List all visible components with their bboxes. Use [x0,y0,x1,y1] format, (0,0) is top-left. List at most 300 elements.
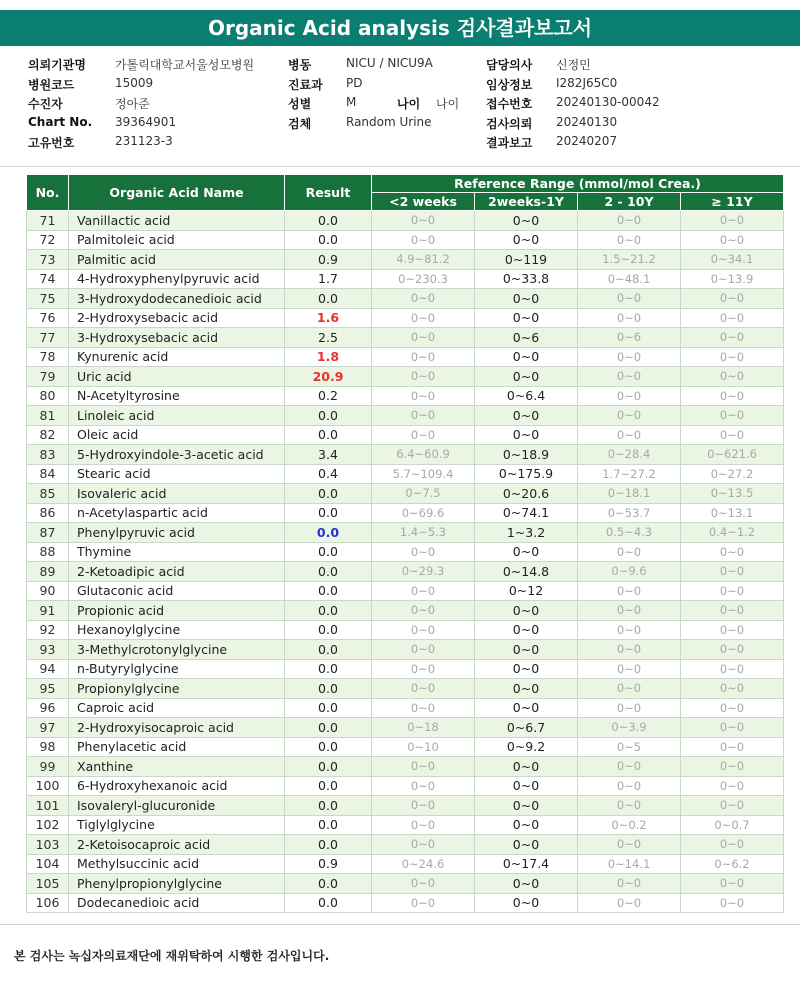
receipt-no-label: 접수번호 [486,97,533,111]
acid-name: n-Acetylaspartic acid [69,503,285,523]
result-value: 0.0 [285,815,372,835]
range-under-2-weeks: 0~0 [372,328,475,348]
range-2-10y: 0~53.7 [578,503,681,523]
table-row [27,698,784,718]
clinical-info-label: 임상정보 [486,77,533,92]
range-2-10y: 0~48.1 [578,269,681,289]
range-2-10y: 0~6 [578,328,681,348]
acid-name: 5-Hydroxyindole-3-acetic acid [69,445,285,465]
range-under-2-weeks: 0~0 [372,542,475,562]
result-value: 0.0 [285,562,372,582]
range-11y-plus: 0~0 [681,328,784,348]
range-2-10y: 0~0 [578,893,681,913]
table-row [27,230,784,250]
range-11y-plus: 0~6.2 [681,854,784,874]
header-range-2weeks-1y: 2weeks-1Y [475,193,578,211]
range-2weeks-1y: 0~0 [475,289,578,309]
range-2-10y: 0~0 [578,796,681,816]
row-number: 82 [27,425,69,445]
range-2weeks-1y: 0~6.7 [475,718,578,738]
range-11y-plus: 0~0 [681,776,784,796]
row-number: 96 [27,698,69,718]
range-2-10y: 0~0 [578,835,681,855]
result-value: 0.0 [285,542,372,562]
range-2-10y: 0~0 [578,542,681,562]
results-body [27,211,784,913]
range-11y-plus: 0~0 [681,835,784,855]
range-2-10y: 0~0 [578,230,681,250]
institution-value: 가톨릭대학교서울성모병원 [115,58,255,72]
table-row [27,562,784,582]
row-number: 94 [27,659,69,679]
table-row [27,464,784,484]
table-row [27,484,784,504]
result-value: 0.0 [285,211,372,231]
hospital-code-value: 15009 [115,75,154,90]
range-under-2-weeks: 0~69.6 [372,503,475,523]
acid-name: Phenylacetic acid [69,737,285,757]
acid-name: 2-Ketoisocaproic acid [69,835,285,855]
acid-name: 4-Hydroxyphenylpyruvic acid [69,269,285,289]
range-11y-plus: 0~34.1 [681,250,784,270]
report-date-value: 20240207 [556,134,618,148]
result-value: 0.0 [285,835,372,855]
result-value: 1.8 [285,347,372,367]
range-under-2-weeks: 0~0 [372,835,475,855]
range-2-10y: 0~0 [578,601,681,621]
range-under-2-weeks: 0~29.3 [372,562,475,582]
row-number: 79 [27,367,69,387]
table-row [27,620,784,640]
acid-name: 2-Hydroxyisocaproic acid [69,718,285,738]
range-11y-plus: 0~0 [681,406,784,426]
range-2weeks-1y: 0~175.9 [475,464,578,484]
footer-note: 본 검사는 녹십자의료재단에 재위탁하여 시행한 검사입니다. [14,949,330,963]
range-2-10y: 0~0 [578,308,681,328]
range-2-10y: 0~0 [578,386,681,406]
header-reference-range: Reference Range (mmol/mol Crea.) [372,175,784,193]
acid-name: Methylsuccinic acid [69,854,285,874]
header-name: Organic Acid Name [69,175,285,211]
range-2weeks-1y: 0~0 [475,425,578,445]
result-value: 0.0 [285,757,372,777]
result-value: 0.0 [285,484,372,504]
row-number: 104 [27,854,69,874]
receiver-label: 수진자 [28,97,63,111]
range-under-2-weeks: 5.7~109.4 [372,464,475,484]
range-2-10y: 0~0 [578,211,681,231]
result-value: 0.9 [285,250,372,270]
result-value: 0.9 [285,854,372,874]
range-11y-plus: 0~0 [681,874,784,894]
result-value: 0.0 [285,581,372,601]
row-number: 89 [27,562,69,582]
range-under-2-weeks: 0~0 [372,757,475,777]
header-no: No. [27,175,69,211]
result-value: 0.0 [285,737,372,757]
result-value: 0.0 [285,640,372,660]
range-2weeks-1y: 0~0 [475,640,578,660]
acid-name: Palmitoleic acid [69,230,285,250]
range-2weeks-1y: 0~0 [475,796,578,816]
row-number: 95 [27,679,69,699]
range-under-2-weeks: 0~0 [372,640,475,660]
result-value: 0.4 [285,464,372,484]
acid-name: Isovaleryl-glucuronide [69,796,285,816]
range-2-10y: 0~0 [578,874,681,894]
range-11y-plus: 0~0 [681,367,784,387]
range-under-2-weeks: 0~0 [372,406,475,426]
row-number: 91 [27,601,69,621]
row-number: 103 [27,835,69,855]
table-row [27,640,784,660]
range-under-2-weeks: 0~0 [372,776,475,796]
age-label: 나이 [397,97,421,111]
range-2-10y: 0~0 [578,679,681,699]
acid-name: Hexanoylglycine [69,620,285,640]
table-row [27,308,784,328]
acid-name: Oleic acid [69,425,285,445]
result-value: 1.7 [285,269,372,289]
range-11y-plus: 0~0 [681,581,784,601]
table-row [27,328,784,348]
patient-info-block [28,56,788,154]
range-2weeks-1y: 0~0 [475,698,578,718]
range-under-2-weeks: 0~0 [372,796,475,816]
range-under-2-weeks: 0~18 [372,718,475,738]
range-under-2-weeks: 0~0 [372,874,475,894]
range-2-10y: 0~0 [578,776,681,796]
range-2-10y: 0~9.6 [578,562,681,582]
row-number: 71 [27,211,69,231]
acid-name: Linoleic acid [69,406,285,426]
doctor-label: 담당의사 [486,58,533,72]
receipt-no-value: 20240130-00042 [556,95,660,109]
acid-name: Caproic acid [69,698,285,718]
range-2-10y: 0~0 [578,620,681,640]
range-2-10y: 0~0 [578,581,681,601]
range-2weeks-1y: 0~9.2 [475,737,578,757]
range-2weeks-1y: 0~0 [475,406,578,426]
table-row [27,601,784,621]
range-11y-plus: 0~27.2 [681,464,784,484]
range-2-10y: 0~0 [578,698,681,718]
range-under-2-weeks: 6.4~60.9 [372,445,475,465]
row-number: 81 [27,406,69,426]
range-under-2-weeks: 0~0 [372,289,475,309]
acid-name: Dodecanedioic acid [69,893,285,913]
range-under-2-weeks: 0~10 [372,737,475,757]
acid-name: n-Butyrylglycine [69,659,285,679]
range-under-2-weeks: 0~0 [372,211,475,231]
range-2weeks-1y: 0~0 [475,230,578,250]
table-row [27,737,784,757]
range-under-2-weeks: 0~0 [372,308,475,328]
range-under-2-weeks: 0~0 [372,386,475,406]
result-value: 0.0 [285,523,372,543]
range-2weeks-1y: 0~33.8 [475,269,578,289]
range-2-10y: 0~0 [578,659,681,679]
ward-value: NICU / NICU9A [346,56,433,70]
row-number: 72 [27,230,69,250]
range-11y-plus: 0~0 [681,289,784,309]
table-row [27,250,784,270]
unique-no-label: 고유번호 [28,136,75,150]
header-range-2-10y: 2 - 10Y [578,193,681,211]
header-range-11y-plus: ≥ 11Y [681,193,784,211]
range-under-2-weeks: 0~230.3 [372,269,475,289]
result-value: 0.0 [285,406,372,426]
range-under-2-weeks: 4.9~81.2 [372,250,475,270]
range-2weeks-1y: 0~18.9 [475,445,578,465]
row-number: 84 [27,464,69,484]
range-11y-plus: 0~0 [681,659,784,679]
range-11y-plus: 0~0 [681,211,784,231]
range-2weeks-1y: 0~0 [475,347,578,367]
result-value: 0.0 [285,874,372,894]
range-2-10y: 0~0 [578,640,681,660]
table-row [27,289,784,309]
range-11y-plus: 0~0 [681,230,784,250]
range-2-10y: 1.5~21.2 [578,250,681,270]
table-row [27,386,784,406]
table-row [27,425,784,445]
acid-name: 3-Hydroxydodecanedioic acid [69,289,285,309]
range-2-10y: 0.5~4.3 [578,523,681,543]
range-2weeks-1y: 0~12 [475,581,578,601]
range-2-10y: 0~0 [578,406,681,426]
range-11y-plus: 0~0 [681,640,784,660]
range-under-2-weeks: 0~0 [372,698,475,718]
results-table [26,174,784,913]
acid-name: Uric acid [69,367,285,387]
range-11y-plus: 0~13.1 [681,503,784,523]
range-2weeks-1y: 0~0 [475,211,578,231]
table-row [27,523,784,543]
table-row [27,893,784,913]
row-number: 74 [27,269,69,289]
range-11y-plus: 0~0 [681,562,784,582]
table-row [27,367,784,387]
range-under-2-weeks: 0~24.6 [372,854,475,874]
specimen-value: Random Urine [346,114,432,129]
result-value: 0.0 [285,289,372,309]
result-value: 0.0 [285,796,372,816]
specimen-label: 검체 [288,116,312,131]
range-2weeks-1y: 0~6.4 [475,386,578,406]
acid-name: 2-Hydroxysebacic acid [69,308,285,328]
range-2weeks-1y: 0~0 [475,874,578,894]
range-2weeks-1y: 0~0 [475,659,578,679]
table-row [27,211,784,231]
range-2weeks-1y: 0~0 [475,308,578,328]
range-2weeks-1y: 0~6 [475,328,578,348]
range-11y-plus: 0.4~1.2 [681,523,784,543]
row-number: 105 [27,874,69,894]
table-row [27,776,784,796]
range-2weeks-1y: 1~3.2 [475,523,578,543]
row-number: 100 [27,776,69,796]
range-2weeks-1y: 0~0 [475,776,578,796]
range-2weeks-1y: 0~0 [475,815,578,835]
range-under-2-weeks: 0~0 [372,367,475,387]
hospital-code-label: 병원코드 [28,77,75,92]
report-date-label: 결과보고 [486,136,533,150]
row-number: 102 [27,815,69,835]
result-value: 0.0 [285,679,372,699]
range-2weeks-1y: 0~0 [475,542,578,562]
row-number: 80 [27,386,69,406]
range-11y-plus: 0~0 [681,757,784,777]
row-number: 85 [27,484,69,504]
range-2weeks-1y: 0~20.6 [475,484,578,504]
ward-label: 병동 [288,58,312,72]
clinical-info-value: I282J65C0 [556,75,618,90]
range-2-10y: 0~5 [578,737,681,757]
result-value: 0.0 [285,620,372,640]
row-number: 90 [27,581,69,601]
acid-name: Palmitic acid [69,250,285,270]
acid-name: 6-Hydroxyhexanoic acid [69,776,285,796]
result-value: 0.0 [285,893,372,913]
table-row [27,679,784,699]
result-value: 0.0 [285,425,372,445]
range-2weeks-1y: 0~74.1 [475,503,578,523]
table-row [27,874,784,894]
header-range-under-2-weeks: <2 weeks [372,193,475,211]
row-number: 97 [27,718,69,738]
range-11y-plus: 0~0 [681,347,784,367]
row-number: 98 [27,737,69,757]
result-value: 0.2 [285,386,372,406]
table-row [27,581,784,601]
table-row [27,542,784,562]
result-value: 0.0 [285,659,372,679]
range-2-10y: 1.7~27.2 [578,464,681,484]
acid-name: Xanthine [69,757,285,777]
range-11y-plus: 0~0 [681,425,784,445]
row-number: 106 [27,893,69,913]
range-11y-plus: 0~0 [681,601,784,621]
acid-name: 3-Hydroxysebacic acid [69,328,285,348]
range-2weeks-1y: 0~0 [475,367,578,387]
range-2weeks-1y: 0~0 [475,601,578,621]
range-2-10y: 0~0.2 [578,815,681,835]
acid-name: N-Acetyltyrosine [69,386,285,406]
sex-value: M [346,95,357,109]
range-2weeks-1y: 0~0 [475,893,578,913]
range-2weeks-1y: 0~14.8 [475,562,578,582]
chart-no-value: 39364901 [115,114,177,129]
row-number: 75 [27,289,69,309]
result-value: 0.0 [285,698,372,718]
unique-no-value: 231123-3 [115,134,173,148]
info-divider [0,166,800,167]
table-row [27,503,784,523]
range-2-10y: 0~0 [578,347,681,367]
range-11y-plus: 0~0 [681,308,784,328]
row-number: 101 [27,796,69,816]
range-2weeks-1y: 0~119 [475,250,578,270]
range-11y-plus: 0~0 [681,679,784,699]
table-row [27,445,784,465]
acid-name: Vanillactic acid [69,211,285,231]
table-row [27,757,784,777]
row-number: 86 [27,503,69,523]
range-11y-plus: 0~13.9 [681,269,784,289]
table-row [27,796,784,816]
range-11y-plus: 0~621.6 [681,445,784,465]
header-result: Result [285,175,372,211]
acid-name: Phenylpropionylglycine [69,874,285,894]
chart-no-label: Chart No. [28,114,93,129]
range-2weeks-1y: 0~0 [475,620,578,640]
acid-name: Phenylpyruvic acid [69,523,285,543]
department-value: PD [346,75,363,90]
row-number: 88 [27,542,69,562]
range-2-10y: 0~18.1 [578,484,681,504]
row-number: 83 [27,445,69,465]
table-row [27,854,784,874]
row-number: 92 [27,620,69,640]
range-2-10y: 0~14.1 [578,854,681,874]
result-value: 3.4 [285,445,372,465]
range-11y-plus: 0~13.5 [681,484,784,504]
range-11y-plus: 0~0 [681,386,784,406]
sex-label: 성별 [288,97,312,111]
result-value: 0.0 [285,503,372,523]
range-under-2-weeks: 0~0 [372,659,475,679]
acid-name: Propionylglycine [69,679,285,699]
range-2-10y: 0~3.9 [578,718,681,738]
range-2-10y: 0~0 [578,289,681,309]
range-11y-plus: 0~0.7 [681,815,784,835]
institution-label: 의뢰기관명 [28,58,86,72]
acid-name: Thymine [69,542,285,562]
department-label: 진료과 [288,77,323,92]
table-row [27,659,784,679]
acid-name: 3-Methylcrotonylglycine [69,640,285,660]
row-number: 73 [27,250,69,270]
range-under-2-weeks: 0~0 [372,893,475,913]
range-2weeks-1y: 0~17.4 [475,854,578,874]
age-value: 나이 [436,97,460,111]
acid-name: Isovaleric acid [69,484,285,504]
result-value: 2.5 [285,328,372,348]
table-row [27,835,784,855]
row-number: 93 [27,640,69,660]
row-number: 76 [27,308,69,328]
table-row [27,718,784,738]
result-value: 0.0 [285,776,372,796]
request-date-value: 20240130 [556,114,618,129]
range-11y-plus: 0~0 [681,893,784,913]
result-value: 0.0 [285,601,372,621]
range-under-2-weeks: 0~7.5 [372,484,475,504]
range-under-2-weeks: 0~0 [372,601,475,621]
range-11y-plus: 0~0 [681,737,784,757]
range-2weeks-1y: 0~0 [475,757,578,777]
row-number: 87 [27,523,69,543]
range-under-2-weeks: 0~0 [372,815,475,835]
range-2-10y: 0~0 [578,425,681,445]
table-row [27,269,784,289]
range-11y-plus: 0~0 [681,718,784,738]
acid-name: Glutaconic acid [69,581,285,601]
acid-name: Propionic acid [69,601,285,621]
result-value: 0.0 [285,718,372,738]
range-2weeks-1y: 0~0 [475,835,578,855]
